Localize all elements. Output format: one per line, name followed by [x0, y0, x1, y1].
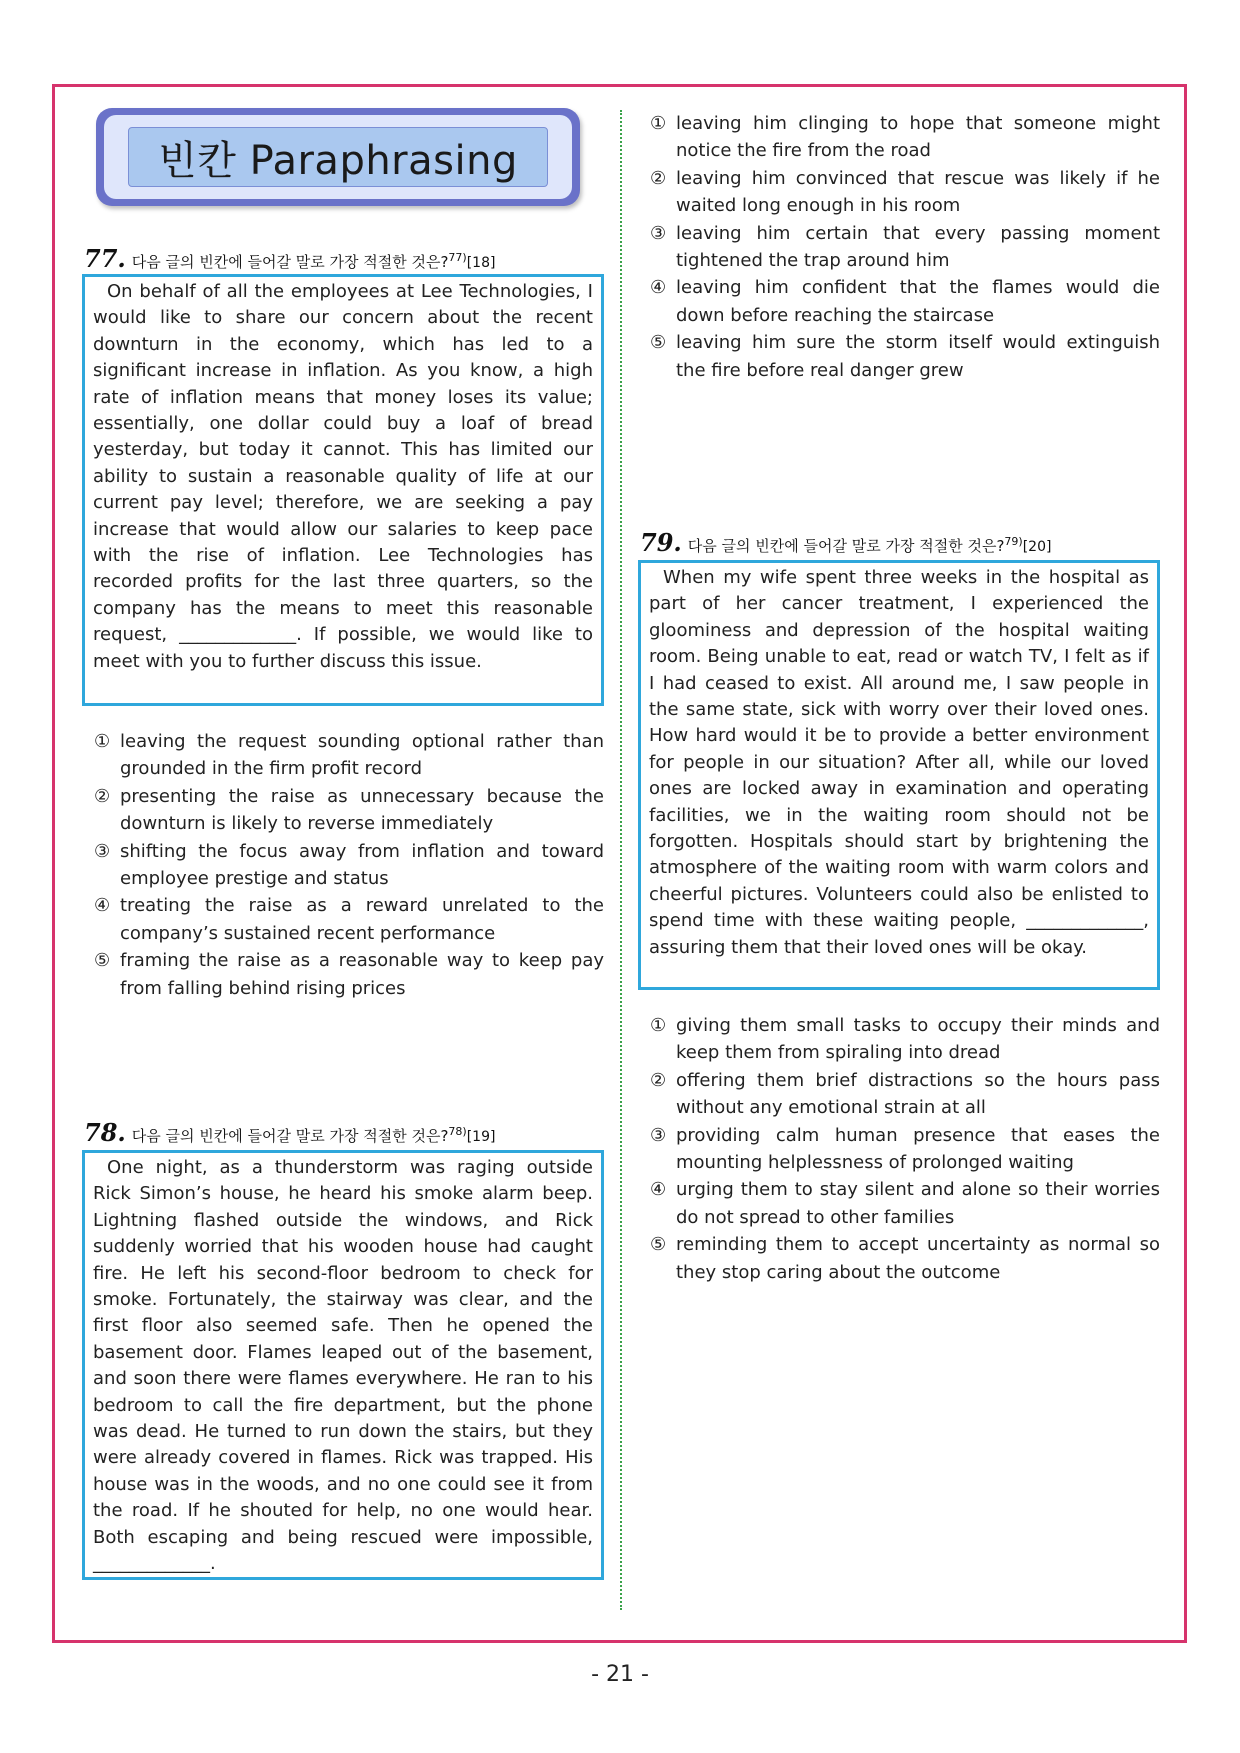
option-text: presenting the raise as unnecessary because the downturn is likely to reverse immediately — [120, 785, 604, 835]
option-marker: ③ — [94, 840, 111, 862]
option-marker: ⑤ — [650, 332, 667, 354]
option-marker: ② — [650, 167, 667, 189]
section-title-banner — [96, 108, 580, 206]
section-title: 빈칸 Paraphrasing — [158, 137, 518, 184]
option-text: giving them small tasks to occupy their minds and keep them from spiraling into dread — [676, 1015, 1160, 1064]
option-marker: ④ — [650, 1179, 667, 1201]
option-item[interactable] — [94, 728, 604, 783]
question-prompt: 다음 글의 빈칸에 들어갈 말로 가장 적절한 것은? — [131, 253, 449, 271]
option-item[interactable] — [94, 783, 604, 838]
option-text: leaving him confident that the flames would die down before reaching the staircase — [676, 277, 1160, 326]
option-marker: ① — [650, 1015, 667, 1036]
question-ref: 78) — [448, 1125, 467, 1138]
question-77-options — [94, 728, 604, 1002]
question-78-heading — [84, 1118, 495, 1147]
option-item[interactable] — [650, 165, 1160, 220]
option-item[interactable] — [650, 220, 1160, 275]
option-text: urging them to stay silent and alone so their worries do not spread to other families — [676, 1179, 1160, 1228]
question-79-passage — [638, 560, 1160, 990]
option-marker: ② — [650, 1069, 667, 1091]
question-number: 79. — [640, 528, 682, 557]
option-text: offering them brief distractions so the hours pass without any emotional strain at all — [676, 1069, 1160, 1119]
question-source: [20] — [1022, 539, 1052, 555]
option-item[interactable] — [650, 1012, 1160, 1067]
option-item[interactable] — [650, 274, 1160, 329]
option-marker: ① — [650, 113, 667, 134]
option-text: leaving him certain that every passing moment tightened the trap around him — [676, 222, 1160, 272]
option-text: treating the raise as a reward unrelated to the company’s sustained recent performance — [120, 895, 604, 944]
question-prompt: 다음 글의 빈칸에 들어갈 말로 가장 적절한 것은? — [687, 537, 1005, 555]
option-text: reminding them to accept uncertainty as normal so they stop caring about the outcome — [676, 1234, 1160, 1283]
question-source: [18] — [466, 255, 496, 271]
question-number: 78. — [84, 1118, 126, 1147]
option-marker: ① — [94, 731, 111, 752]
question-ref: 79) — [1004, 535, 1023, 548]
option-item[interactable] — [94, 838, 604, 893]
option-text: leaving him convinced that rescue was likely if he waited long enough in his room — [676, 167, 1160, 217]
option-text: providing calm human presence that eases the mounting helplessness of prolonged waiting — [676, 1124, 1160, 1174]
question-prompt: 다음 글의 빈칸에 들어갈 말로 가장 적절한 것은? — [131, 1127, 449, 1145]
option-item[interactable] — [650, 1176, 1160, 1231]
column-divider — [620, 110, 622, 1610]
option-text: shifting the focus away from inflation and toward employee prestige and status — [120, 840, 604, 890]
passage-text: One night, as a thunderstorm was raging outside Rick Simon’s house, he heard his smoke alarm beep. Lightning flashed outside the windows, and Rick suddenly worried that his wooden house had caught fire. He left his second-floor bedroom to check for smoke. Fortunately, the stairway was clear, and the first floor also seemed safe. Then he opened the basement door. Flames leaped out of the basement, and soon there were flames everywhere. He ran to his bedroom to call the fire department, but the phone was dead. He turned to run down the stairs, but they were already covered in flames. Rick was trapped. His house was in the woods, and no one could see it from the road. If he shouted for help, no one would hear. Both escaping and being rescued were impossible, _____________. — [93, 1157, 593, 1575]
question-78-options — [650, 110, 1160, 384]
option-marker: ④ — [94, 895, 111, 917]
option-marker: ② — [94, 785, 111, 807]
page-number: - 21 - — [591, 1662, 649, 1687]
question-source: [19] — [466, 1129, 496, 1145]
option-marker: ④ — [650, 277, 667, 299]
question-ref: 77) — [448, 251, 467, 264]
question-78-passage — [82, 1150, 604, 1580]
option-item[interactable] — [650, 329, 1160, 384]
option-item[interactable] — [94, 892, 604, 947]
option-item[interactable] — [650, 110, 1160, 165]
option-item[interactable] — [650, 1231, 1160, 1286]
question-79-options — [650, 1012, 1160, 1286]
question-number: 77. — [84, 244, 126, 273]
option-item[interactable] — [650, 1122, 1160, 1177]
option-marker: ③ — [650, 1124, 667, 1146]
question-77-heading — [84, 244, 495, 273]
passage-text: On behalf of all the employees at Lee Technologies, I would like to share our concern about the recent downturn in the economy, which has led to a significant increase in inflation. As you know, a high rate of inflation means that money loses its value; essentially, one dollar could buy a loaf of bread yesterday, but today it cannot. This has limited our ability to sustain a reasonable quality of life at our current pay level; therefore, we are seeking a pay increase that would allow our salaries to keep pace with the rise of inflation. Lee Technologies has recorded profits for the last three quarters, so the company has the means to meet this reasonable request, _____________. If possible, we would like to meet with you to further discuss this issue. — [93, 281, 593, 672]
option-text: leaving him clinging to hope that someone might notice the fire from the road — [676, 113, 1160, 162]
option-text: leaving him sure the storm itself would extinguish the fire before real danger grew — [676, 332, 1160, 381]
option-item[interactable] — [650, 1067, 1160, 1122]
option-marker: ③ — [650, 222, 667, 244]
passage-text: When my wife spent three weeks in the hospital as part of her cancer treatment, I experienced the gloominess and depression of the hospital waiting room. Being unable to eat, read or watch TV, I felt as if I had ceased to exist. All around me, I saw people in the same state, sick with worry over their loved ones. How hard would it be to provide a better environment for people in our situation? After all, while our loved ones are locked away in examination and operating facilities, we in the waiting room should not be forgotten. Hospitals should start by brightening the atmosphere of the waiting room with warm colors and cheerful pictures. Volunteers could also be enlisted to spend time with these waiting people, _____________, assuring them that their loved ones will be okay. — [649, 567, 1149, 958]
question-77-passage — [82, 274, 604, 706]
option-text: framing the raise as a reasonable way to keep pay from falling behind rising prices — [120, 950, 604, 999]
option-text: leaving the request sounding optional rather than grounded in the firm profit record — [120, 731, 604, 780]
option-marker: ⑤ — [650, 1234, 667, 1256]
option-marker: ⑤ — [94, 950, 111, 972]
option-item[interactable] — [94, 947, 604, 1002]
question-79-heading — [640, 528, 1051, 557]
